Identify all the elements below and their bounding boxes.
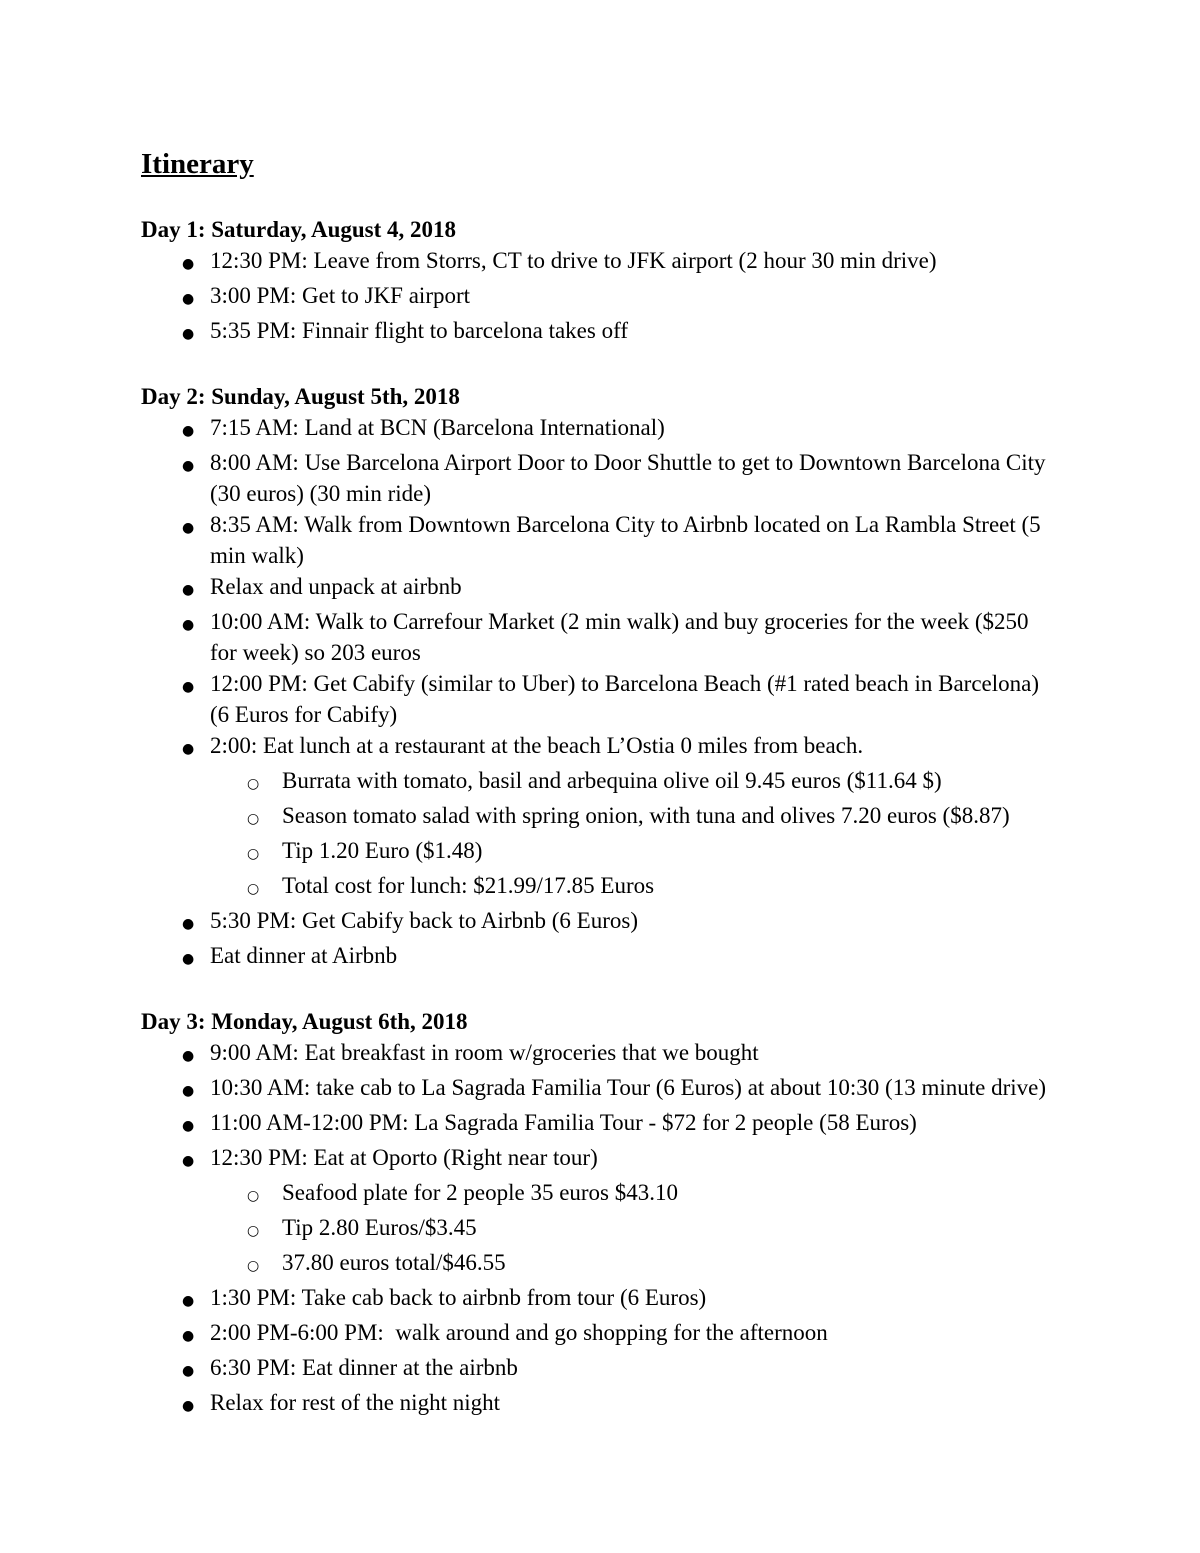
hollow-bullet-icon: ○ (247, 881, 260, 897)
list-item (141, 1352, 1056, 1387)
list-item (141, 940, 1056, 975)
list-item (141, 315, 1056, 350)
list-item-text: 5:30 PM: Get Cabify back to Airbnb (6 Euros) (210, 908, 639, 933)
list-item-text: 3:00 PM: Get to JKF airport (210, 283, 471, 308)
list-item (141, 1107, 1056, 1142)
filled-bullet-icon: ● (182, 1118, 195, 1134)
document-content (141, 146, 1056, 1422)
filled-bullet-icon: ● (182, 1328, 195, 1344)
list-item (141, 668, 1056, 730)
sub-item-text: Seafood plate for 2 people 35 euros $43.10 (282, 1180, 679, 1205)
list-item (141, 730, 1056, 905)
list-item (141, 1317, 1056, 1352)
list-item (141, 447, 1056, 509)
sub-list-item (141, 765, 1056, 800)
list-item-text: Eat dinner at Airbnb (210, 943, 398, 968)
list-item (141, 1037, 1056, 1072)
sub-item-text: Burrata with tomato, basil and arbequina olive oil 9.45 euros ($11.64 $) (282, 768, 942, 793)
section-day-2 (141, 381, 1056, 975)
sub-bullet-list (141, 1177, 1056, 1282)
filled-bullet-icon: ● (182, 916, 195, 932)
sub-item-text: 37.80 euros total/$46.55 (282, 1250, 506, 1275)
filled-bullet-icon: ● (182, 582, 195, 598)
hollow-bullet-icon: ○ (247, 811, 260, 827)
list-item-text: 10:30 AM: take cab to La Sagrada Familia Tour (6 Euros) at about 10:30 (13 minute drive) (210, 1075, 1046, 1100)
filled-bullet-icon: ● (182, 1048, 195, 1064)
list-item (141, 245, 1056, 280)
sub-list-item (141, 1247, 1056, 1282)
filled-bullet-icon: ● (182, 256, 195, 272)
list-item (141, 1072, 1056, 1107)
filled-bullet-icon: ● (182, 1398, 195, 1414)
list-item (141, 571, 1056, 606)
hollow-bullet-icon: ○ (247, 846, 260, 862)
filled-bullet-icon: ● (182, 617, 195, 633)
sub-item-text: Season tomato salad with spring onion, with tuna and olives 7.20 euros ($8.87) (282, 803, 1010, 828)
list-item-text: 12:30 PM: Eat at Oporto (Right near tour) (210, 1145, 598, 1170)
list-item-text: Relax and unpack at airbnb (210, 574, 462, 599)
filled-bullet-icon: ● (182, 1083, 195, 1099)
list-item (141, 280, 1056, 315)
list-item (141, 1142, 1056, 1282)
sub-item-text: Tip 1.20 Euro ($1.48) (282, 838, 483, 863)
filled-bullet-icon: ● (182, 1153, 195, 1169)
hollow-bullet-icon: ○ (247, 776, 260, 792)
filled-bullet-icon: ● (182, 1363, 195, 1379)
list-item-text: Relax for rest of the night night (210, 1390, 500, 1415)
hollow-bullet-icon: ○ (247, 1258, 260, 1274)
filled-bullet-icon: ● (182, 520, 195, 536)
sub-list-item (141, 835, 1056, 870)
sub-list-item (141, 800, 1056, 835)
list-item-text: 6:30 PM: Eat dinner at the airbnb (210, 1355, 518, 1380)
list-item (141, 1387, 1056, 1422)
list-item-text: 11:00 AM-12:00 PM: La Sagrada Familia Tour - $72 for 2 people (58 Euros) (210, 1110, 917, 1135)
hollow-bullet-icon: ○ (247, 1223, 260, 1239)
list-item-text: 12:30 PM: Leave from Storrs, CT to drive to JFK airport (2 hour 30 min drive) (210, 248, 937, 273)
filled-bullet-icon: ● (182, 1293, 195, 1309)
section-day-3 (141, 1006, 1056, 1422)
sub-list-item (141, 1177, 1056, 1212)
list-item-text: 12:00 PM: Get Cabify (similar to Uber) to Barcelona Beach (#1 rated beach in Barcelona) (6 Euros for Cabify) (210, 671, 1045, 727)
section-heading: Day 2: Sunday, August 5th, 2018 (141, 384, 460, 409)
list-item-text: 8:35 AM: Walk from Downtown Barcelona City to Airbnb located on La Rambla Street (5 min walk) (210, 512, 1047, 568)
list-item-text: 5:35 PM: Finnair flight to barcelona takes off (210, 318, 628, 343)
sub-item-text: Tip 2.80 Euros/$3.45 (282, 1215, 477, 1240)
filled-bullet-icon: ● (182, 458, 195, 474)
list-item-text: 7:15 AM: Land at BCN (Barcelona International) (210, 415, 665, 440)
list-item (141, 606, 1056, 668)
hollow-bullet-icon: ○ (247, 1188, 260, 1204)
sub-bullet-list (141, 765, 1056, 905)
list-item-text: 8:00 AM: Use Barcelona Airport Door to Door Shuttle to get to Downtown Barcelona City (30 euros) (30 min ride) (210, 450, 1052, 506)
bullet-list (141, 1037, 1056, 1422)
section-day-1 (141, 214, 1056, 350)
list-item-text: 9:00 AM: Eat breakfast in room w/groceries that we bought (210, 1040, 759, 1065)
list-item (141, 1282, 1056, 1317)
filled-bullet-icon: ● (182, 741, 195, 757)
filled-bullet-icon: ● (182, 423, 195, 439)
section-heading: Day 3: Monday, August 6th, 2018 (141, 1009, 468, 1034)
sub-list-item (141, 870, 1056, 905)
filled-bullet-icon: ● (182, 951, 195, 967)
list-item (141, 905, 1056, 940)
list-item-text: 2:00: Eat lunch at a restaurant at the beach L’Ostia 0 miles from beach. (210, 733, 864, 758)
bullet-list (141, 412, 1056, 975)
list-item-text: 10:00 AM: Walk to Carrefour Market (2 min walk) and buy groceries for the week ($250 for week) so 203 euros (210, 609, 1035, 665)
list-item (141, 509, 1056, 571)
filled-bullet-icon: ● (182, 679, 195, 695)
filled-bullet-icon: ● (182, 291, 195, 307)
list-item-text: 2:00 PM-6:00 PM: walk around and go shopping for the afternoon (210, 1320, 828, 1345)
document-title: Itinerary (141, 148, 254, 180)
sub-item-text: Total cost for lunch: $21.99/17.85 Euros (282, 873, 655, 898)
sub-list-item (141, 1212, 1056, 1247)
section-heading: Day 1: Saturday, August 4, 2018 (141, 217, 457, 242)
list-item-text: 1:30 PM: Take cab back to airbnb from tour (6 Euros) (210, 1285, 707, 1310)
bullet-list (141, 245, 1056, 350)
list-item (141, 412, 1056, 447)
filled-bullet-icon: ● (182, 326, 195, 342)
